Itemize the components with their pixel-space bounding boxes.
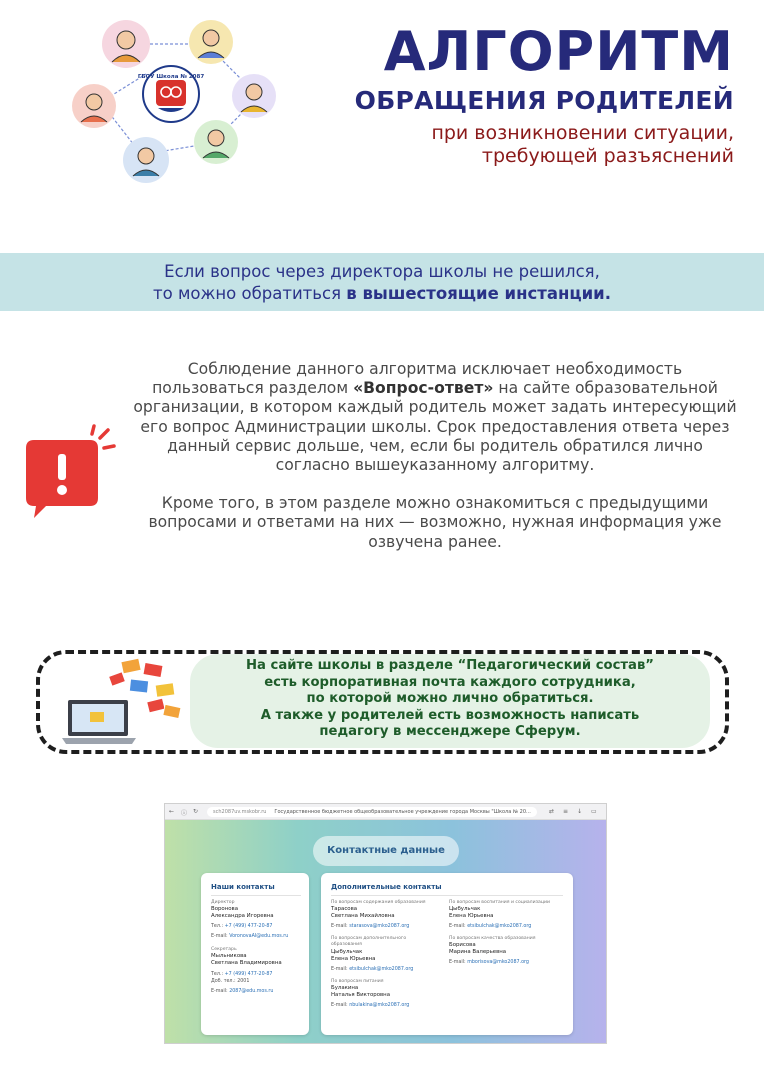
role-label: По вопросам питания [331,979,384,984]
email-line: E-mail: mborisova@mko2087.org [449,960,529,965]
note-line: На сайте школы в разделе “Педагогический состав” [246,658,654,673]
note-text [190,658,710,741]
contact-name: Борисова [449,942,476,948]
contact-name: Светлана Владимировна [211,960,282,966]
banner-text [0,261,764,305]
email-link[interactable]: nbulakina@mko2087.org [349,1003,410,1008]
person-avatar-4 [232,74,276,118]
contact-name: Елена Юрьевна [331,956,376,962]
contact-name: Елена Юрьевна [449,913,494,919]
divider [331,895,563,896]
description-line: требующей разъяснений [481,145,734,167]
window-icon[interactable]: ▭ [591,808,597,815]
website-screenshot [164,803,607,1044]
email-line: E-mail: starasova@mko2087.org [331,924,410,929]
contact-name: Наталья Викторовна [331,992,390,998]
role-label: По вопросам воспитания и социализации [449,900,550,905]
email-link[interactable]: etsibulchak@mko2087.org [467,924,532,929]
contact-name: Марина Валерьевна [449,949,507,955]
divider [211,895,301,896]
email-line: E-mail: etsibulchak@mko2087.org [449,924,532,929]
page-subtitle: ОБРАЩЕНИЯ РОДИТЕЛЕЙ [354,86,734,115]
reload-icon[interactable]: ↻ [193,808,199,815]
qa-section-name: «Вопрос-ответ» [353,379,494,398]
contacts-section-title: Контактные данные [313,836,459,866]
person-avatar-1 [102,20,150,68]
email-link[interactable]: mborisova@mko2087.org [467,960,529,965]
contact-name: Цыбульчак [449,906,481,912]
note-line: А также у родителей есть возможность написать [260,707,640,723]
page-title: АЛГОРИТМ [383,20,734,83]
banner-line: Если вопрос через директора школы не решился, [164,262,600,281]
contacts-page [165,820,607,1044]
person-avatar-3 [72,84,116,128]
escalation-banner [0,253,764,311]
url-host: sch2087uv.mskobr.ru [213,809,267,815]
contact-name: Тарасова [331,906,358,912]
laptop-mail-icon [60,656,190,748]
additional-contacts-card [321,873,573,1035]
role-label: Директор [211,900,235,905]
page-description [314,122,734,168]
role-label: По вопросам качества образования [449,936,536,941]
role-label: образования [331,942,362,947]
alert-bubble-icon [20,424,116,520]
email-line: E-mail: nbulakina@mko2087.org [331,1003,410,1008]
email-link[interactable]: 2087@edu.mos.ru [229,989,274,994]
phone-link[interactable]: +7 (499) 477-20-87 [224,972,273,977]
email-line: E-mail: etsibulchak@mko2087.org [331,967,414,972]
contact-name: Воронова [211,906,239,912]
parents-network-illustration [66,14,282,186]
download-icon[interactable]: ↓ [577,808,583,815]
translate-icon[interactable]: ⇄ [549,808,555,815]
role-label: По вопросам содержания образования [331,900,426,905]
back-icon[interactable]: ← [169,808,175,815]
banner-line-bold: в вышестоящие инстанции. [346,284,611,303]
person-avatar-6 [194,120,238,164]
info-icon[interactable]: ⓘ [181,810,188,817]
tab-page-title: Государственное бюджетное общеобразовательное учреждение города Москвы "Школа № 20... [274,809,531,815]
note-line: есть корпоративная почта каждого сотрудника, [264,674,636,690]
our-contacts-card [201,873,309,1035]
banner-line-prefix: то можно обратиться [153,284,347,303]
email-link[interactable]: starasova@mko2087.org [349,924,410,929]
card-title: Наши контакты [211,883,275,891]
contact-name: Александра Игоревна [211,913,274,919]
banner-line [0,283,764,305]
info-paragraph-2: Кроме того, в этом разделе можно ознакомиться с предыдущими вопросами и ответами на них — возможно, нужная информация уже озвучена ранее. [148,494,722,551]
info-paragraph-1: Соблюдение данного алгоритма исключает необходимость пользоваться разделом «Вопрос-ответ» на сайте образовательной организации, в котором каждый родитель может задать интересующий его вопрос Администрации школы. Срок предоставления ответа через данный сервис дольше, чем, если бы родитель обратился лично согласно вышеуказанному алгоритму. [133,360,737,475]
svg-text:ГБОУ Школа № 2087: ГБОУ Школа № 2087 [137,74,205,80]
contact-name: Мыльникова [211,953,247,959]
address-bar[interactable] [207,807,537,817]
note-line: по которой можно лично обратиться. [306,691,594,706]
role-label: Секретарь [211,947,237,952]
browser-toolbar [165,804,607,820]
phone-line: Тел.: +7 (499) 477-20-87 [211,924,273,929]
card-title: Дополнительные контакты [331,883,442,891]
email-link[interactable]: VoronovaAI@edu.mos.ru [229,934,289,939]
person-avatar-2 [189,20,233,64]
ext-line: Доб. тел.: 2001 [211,979,250,984]
contact-name: Булакина [331,985,359,991]
person-avatar-5 [123,137,169,183]
phone-line: Тел.: +7 (499) 477-20-87 [211,972,273,977]
info-text [130,360,740,571]
contact-name: Светлана Михайловна [331,913,395,919]
menu-icon[interactable]: ≡ [563,808,569,815]
role-label: По вопросам дополнительного [331,936,407,941]
phone-link[interactable]: +7 (499) 477-20-87 [224,924,273,929]
description-line: при возникновении ситуации, [431,122,734,144]
note-line: педагогу в мессенджере Сферум. [319,724,581,739]
contact-name: Цыбульчак [331,949,363,955]
email-line: E-mail: 2087@edu.mos.ru [211,989,274,994]
email-line: E-mail: VoronovaAI@edu.mos.ru [211,934,289,939]
email-link[interactable]: etsibulchak@mko2087.org [349,967,414,972]
